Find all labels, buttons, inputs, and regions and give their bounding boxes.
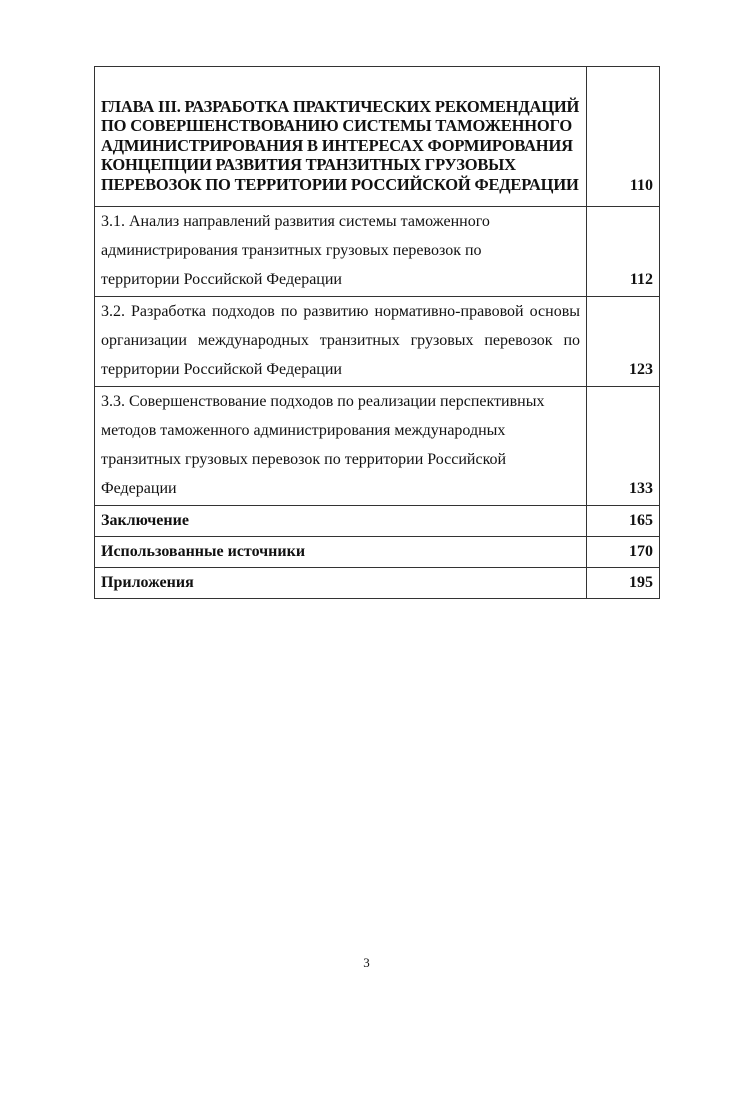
toc-section-title: 3.3. Совершенствование подходов по реализации перспективных методов таможенного администрирования международных транзитных грузовых перевозок по территории Российской Федерации: [101, 393, 545, 497]
toc-section-title: 3.1. Анализ направлений развития системы таможенного администрирования транзитных грузовых перевозок по территории Российской Федерации: [101, 213, 490, 288]
toc-row: [95, 537, 660, 568]
toc-chapter-title: ГЛАВА III. РАЗРАБОТКА ПРАКТИЧЕСКИХ РЕКОМЕНДАЦИЙ ПО СОВЕРШЕНСТВОВАНИЮ СИСТЕМЫ ТАМОЖЕННОГО АДМИНИСТРИРОВАНИЯ В ИНТЕРЕСАХ ФОРМИРОВАНИЯ КОНЦЕПЦИИ РАЗВИТИЯ ТРАНЗИТНЫХ ГРУЗОВЫХ ПЕРЕВОЗОК ПО ТЕРРИТОРИИ РОССИЙСКОЙ ФЕДЕРАЦИИ: [101, 96, 580, 194]
toc-row: [95, 506, 660, 537]
toc-entry-title-cell: [95, 67, 587, 207]
toc-row: [95, 207, 660, 297]
toc-row: [95, 387, 660, 506]
toc-entry-title-cell: [95, 207, 587, 297]
toc-page-number: 195: [587, 568, 660, 599]
toc-sources-title: Использованные источники: [101, 543, 306, 560]
toc-page-number: 170: [587, 537, 660, 568]
toc-conclusion-title: Заключение: [101, 512, 189, 529]
toc-page-number: 123: [587, 297, 660, 387]
toc-page-number: 110: [587, 67, 660, 207]
toc-entry-title-cell: [95, 297, 587, 387]
toc-entry-title-cell: [95, 387, 587, 506]
toc-page-number: 165: [587, 506, 660, 537]
toc-page-number: 112: [587, 207, 660, 297]
toc-entry-title-cell: [95, 537, 587, 568]
page-number: 3: [363, 955, 370, 970]
toc-page-number: 133: [587, 387, 660, 506]
toc-row: [95, 568, 660, 599]
toc-entry-title-cell: [95, 568, 587, 599]
table-of-contents: [94, 66, 660, 599]
toc-section-title: 3.2. Разработка подходов по развитию нормативно-правовой основы организации международных транзитных грузовых перевозок по территории Российской Федерации: [101, 303, 580, 378]
toc-row: [95, 297, 660, 387]
toc-entry-title-cell: [95, 506, 587, 537]
toc-appendices-title: Приложения: [101, 574, 194, 591]
toc-row: [95, 67, 660, 207]
